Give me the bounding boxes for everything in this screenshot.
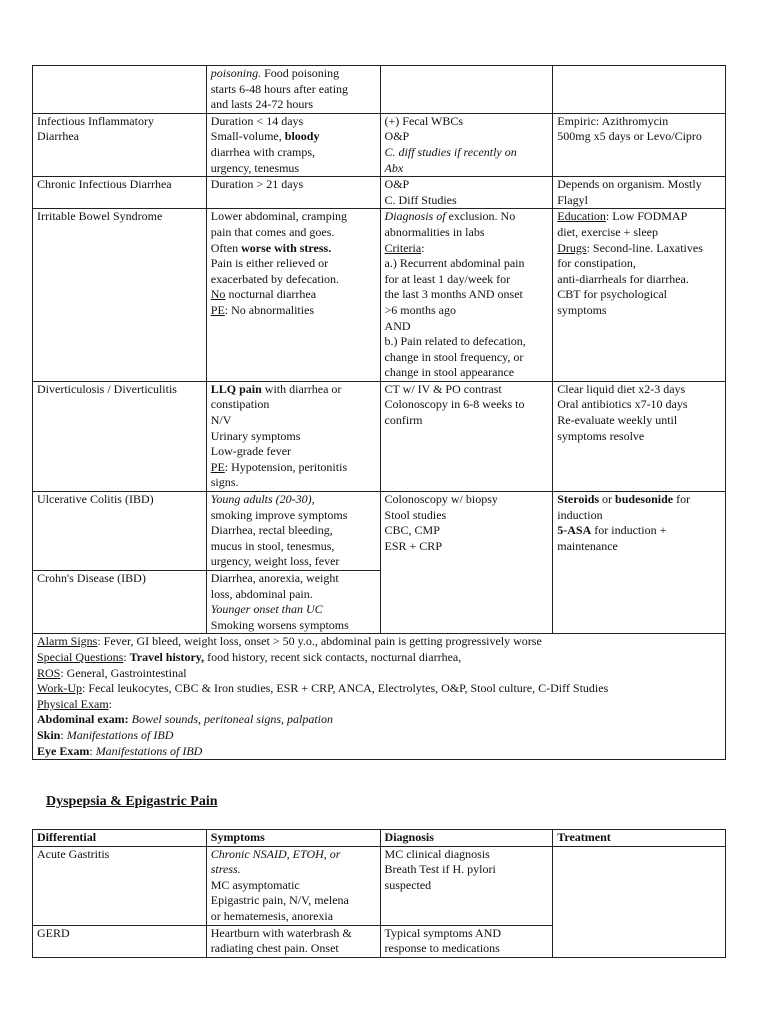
text-line: ESR + CRP [384, 538, 442, 553]
table-row [33, 492, 726, 571]
symptoms-cell [206, 177, 380, 209]
text-line: exacerbated by defecation. [210, 271, 340, 286]
symptoms-cell [206, 66, 380, 114]
text-line [557, 66, 721, 82]
text-line: Infectious Inflammatory [37, 113, 154, 128]
condition-cell [33, 113, 207, 176]
text-line: urgency, weight loss, fever [210, 554, 340, 569]
text-line: Lower abdominal, cramping [210, 209, 348, 224]
text-line: Drugs: Second-line. Laxatives [557, 240, 703, 255]
text-line: Diarrhea, anorexia, weight [210, 571, 339, 585]
text-line: b.) Pain related to defecation, [384, 334, 526, 349]
text-line: AND [384, 318, 411, 333]
text-line: Low-grade fever [210, 444, 292, 459]
text-line: Acute Gastritis [37, 846, 110, 861]
text-line: Physical Exam: [37, 696, 112, 711]
notes-row [33, 634, 726, 760]
text-line: induction [557, 507, 603, 522]
column-header: Symptoms [206, 830, 380, 847]
text-line: Colonoscopy w/ biopsy [384, 492, 498, 507]
text-line: >6 months ago [384, 302, 456, 317]
column-header: Diagnosis [380, 830, 553, 847]
text-line: Depends on organism. Mostly [557, 177, 702, 192]
text-line: signs. [210, 475, 239, 490]
treatment-cell [553, 113, 726, 176]
text-line: diarrhea with cramps, [210, 144, 316, 159]
text-line: diet, exercise + sleep [557, 224, 658, 239]
diagnosis-cell [380, 925, 553, 957]
text-line [37, 66, 202, 82]
text-line: for constipation, [557, 256, 636, 271]
diagnosis-cell [380, 381, 553, 491]
text-line: Eye Exam: Manifestations of IBD [37, 743, 203, 758]
text-line: Chronic Infectious Diarrhea [37, 177, 172, 192]
text-line: Clear liquid diet x2-3 days [557, 381, 686, 396]
text-line: Steroids or budesonide for [557, 492, 691, 507]
text-line: 5-ASA for induction + [557, 523, 667, 538]
text-line: C. Diff Studies [384, 192, 457, 207]
text-line: PE: No abnormalities [210, 302, 315, 317]
diagnosis-cell [380, 113, 553, 176]
diagnosis-cell [380, 209, 553, 382]
text-line: Alarm Signs: Fever, GI bleed, weight loss, onset > 50 y.o., abdominal pain is getting progressively worse [37, 634, 542, 649]
text-line: urgency, tenesmus [210, 160, 300, 175]
section-heading: Dyspepsia & Epigastric Pain [46, 794, 218, 809]
condition-cell [33, 846, 207, 925]
table-row [33, 177, 726, 209]
diagnosis-cell [380, 846, 553, 925]
diagnosis-cell [380, 66, 553, 114]
treatment-cell [553, 492, 726, 634]
text-line: Abdominal exam: Bowel sounds, peritoneal signs, palpation [37, 712, 334, 727]
table-row [33, 846, 726, 925]
text-line: maintenance [557, 538, 618, 553]
text-line [385, 66, 549, 82]
table-row [33, 209, 726, 382]
condition-cell [33, 66, 207, 114]
treatment-cell [553, 177, 726, 209]
text-line: Duration > 21 days [210, 177, 304, 192]
text-line: Ulcerative Colitis (IBD) [37, 492, 154, 507]
symptoms-cell [206, 925, 380, 957]
text-line: ROS: General, Gastrointestinal [37, 665, 187, 680]
text-line: CBC, CMP [384, 523, 440, 538]
treatment-cell [553, 209, 726, 382]
condition-cell [33, 925, 207, 957]
text-line: and lasts 24-72 hours [210, 97, 314, 112]
text-line: Heartburn with waterbrash & [210, 925, 352, 940]
text-line: response to medications [384, 941, 500, 956]
treatment-cell [553, 846, 726, 957]
text-line [557, 847, 721, 863]
text-line: suspected [384, 877, 432, 892]
text-line: Duration < 14 days [210, 113, 304, 128]
table-row [33, 381, 726, 491]
text-line: radiating chest pain. Onset [210, 941, 339, 956]
text-line: Epigastric pain, N/V, melena [210, 893, 349, 908]
text-line: O&P [384, 177, 410, 192]
text-line: pain that comes and goes. [210, 224, 335, 239]
text-line: Colonoscopy in 6-8 weeks to [384, 397, 525, 412]
text-line: loss, abdominal pain. [210, 586, 313, 601]
text-line: Young adults (20-30), [210, 492, 315, 507]
condition-cell [33, 209, 207, 382]
condition-cell [33, 492, 207, 571]
text-line: Younger onset than UC [210, 602, 323, 617]
text-line: Re-evaluate weekly until [557, 413, 678, 428]
text-line: Criteria: [384, 240, 425, 255]
text-line: Work-Up: Fecal leukocytes, CBC & Iron studies, ESR + CRP, ANCA, Electrolytes, O&P, Stool culture, C-Diff Studies [37, 681, 609, 696]
text-line: Diverticulosis / Diverticulitis [37, 381, 177, 396]
text-line: Diarrhea, rectal bleeding, [210, 523, 333, 538]
text-line: abnormalities in labs [384, 224, 485, 239]
text-line: Diagnosis of exclusion. No [384, 209, 516, 224]
text-line: Diarrhea [37, 129, 79, 144]
text-line: Skin: Manifestations of IBD [37, 727, 174, 742]
text-line: Special Questions: Travel history, food history, recent sick contacts, nocturnal diarrhea, [37, 649, 462, 664]
text-line: Education: Low FODMAP [557, 209, 688, 224]
symptoms-cell [206, 381, 380, 491]
text-line: Typical symptoms AND [384, 925, 502, 940]
table-row [33, 66, 726, 114]
text-line: constipation [210, 397, 270, 412]
symptoms-cell [206, 846, 380, 925]
text-line: mucus in stool, tenesmus, [210, 538, 335, 553]
text-line: CBT for psychological [557, 287, 668, 302]
treatment-cell [553, 381, 726, 491]
condition-cell [33, 177, 207, 209]
text-line: (+) Fecal WBCs [384, 113, 464, 128]
treatment-cell [553, 66, 726, 114]
text-line: N/V [210, 413, 232, 428]
text-line: Small-volume, bloody [210, 129, 320, 144]
text-line: LLQ pain with diarrhea or [210, 381, 342, 396]
text-line: Chronic NSAID, ETOH, or [210, 846, 341, 861]
condition-cell [33, 571, 207, 634]
text-line: C. diff studies if recently on [384, 144, 517, 159]
text-line: symptoms resolve [557, 428, 645, 443]
text-line: Abx [384, 160, 404, 175]
text-line: change in stool appearance [384, 365, 515, 380]
text-line: Stool studies [384, 507, 447, 522]
text-line: smoking improve symptoms [210, 507, 348, 522]
text-line: change in stool frequency, or [384, 349, 524, 364]
text-line: symptoms [557, 302, 607, 317]
text-line: MC asymptomatic [210, 877, 300, 892]
text-line: PE: Hypotension, peritonitis [210, 459, 348, 474]
header-row [33, 830, 726, 847]
text-line: Irritable Bowel Syndrome [37, 209, 163, 224]
text-line: or hematemesis, anorexia [210, 908, 334, 923]
text-line: for at least 1 day/week for [384, 271, 511, 286]
text-line: Pain is either relieved or [210, 256, 329, 271]
symptoms-cell [206, 113, 380, 176]
symptoms-cell [206, 209, 380, 382]
text-line: confirm [384, 413, 423, 428]
text-line: GERD [37, 925, 70, 940]
column-header: Treatment [553, 830, 726, 847]
text-line: MC clinical diagnosis [384, 846, 490, 861]
text-line: 500mg x5 days or Levo/Cipro [557, 129, 702, 144]
symptoms-cell [206, 571, 380, 634]
text-line: O&P [384, 129, 410, 144]
text-line: anti-diarrheals for diarrhea. [557, 271, 689, 286]
text-line: the last 3 months AND onset [384, 287, 523, 302]
symptoms-cell [206, 492, 380, 571]
condition-cell [33, 381, 207, 491]
text-line: Empiric: Azithromycin [557, 113, 669, 128]
text-line: poisoning. Food poisoning [210, 66, 340, 80]
text-line: Oral antibiotics x7-10 days [557, 397, 688, 412]
text-line: Smoking worsens symptoms [210, 617, 349, 632]
text-line: starts 6-48 hours after eating [210, 81, 349, 96]
text-line: CT w/ IV & PO contrast [384, 381, 502, 396]
table-row [33, 113, 726, 176]
text-line: Flagyl [557, 192, 588, 207]
diarrhea-differential-table [32, 65, 726, 760]
diagnosis-cell [380, 492, 553, 634]
column-header: Differential [33, 830, 207, 847]
text-line: Urinary symptoms [210, 428, 301, 443]
diagnosis-cell [380, 177, 553, 209]
text-line: stress. [210, 862, 241, 877]
notes-cell [33, 634, 726, 760]
dyspepsia-differential-table [32, 829, 726, 958]
text-line: No nocturnal diarrhea [210, 287, 317, 302]
text-line: a.) Recurrent abdominal pain [384, 256, 525, 271]
text-line: Breath Test if H. pylori [384, 862, 496, 877]
text-line: Often worse with stress. [210, 240, 332, 255]
text-line: Crohn's Disease (IBD) [37, 571, 146, 585]
